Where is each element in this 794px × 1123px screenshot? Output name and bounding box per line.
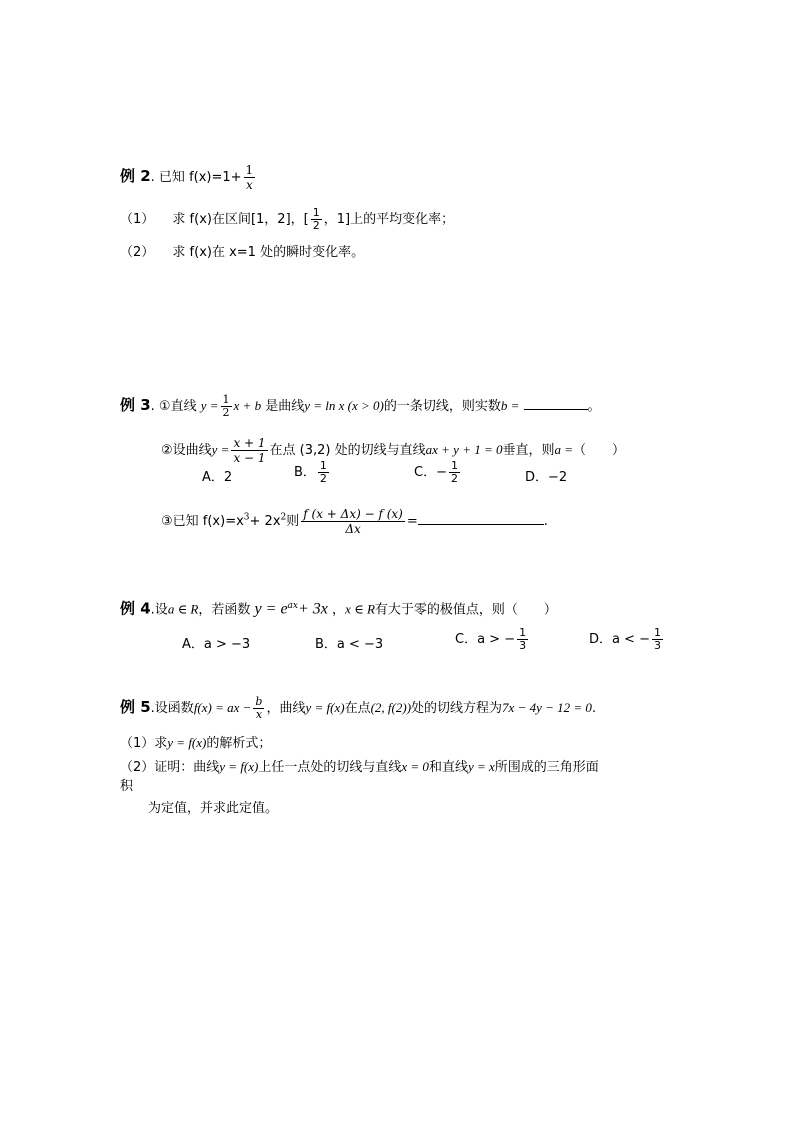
example-3-option-c[interactable]: C．− $\frac{1}{2}$ bbox=[414, 459, 458, 485]
example-3-option-b[interactable]: B． $\frac{1}{2}$ bbox=[294, 459, 327, 485]
part-number: （1） bbox=[120, 212, 155, 227]
example-3-option-d[interactable]: D．−2 bbox=[525, 470, 568, 485]
example-4-option-a[interactable]: A．a > −3 bbox=[182, 637, 251, 652]
half-fraction: $\frac{1}{2}$ bbox=[222, 393, 230, 419]
example-2-part-2 bbox=[120, 244, 364, 262]
part-text-end: ，1]上的平均变化率； bbox=[323, 212, 455, 227]
answer-blank[interactable] bbox=[418, 512, 544, 525]
part-text: 求 f(x)在区间[1，2]，[ bbox=[172, 212, 309, 227]
example-5-part-2-continued: 为定值，并求此定值。 bbox=[148, 801, 279, 816]
example-3-question-1: 例 3. ①直线 y = $\frac{1}{2}$ x + b 是曲线y = ln x (x > 0)的一条切线，则实数b = 。 bbox=[120, 393, 601, 419]
example-4-option-b[interactable]: B．a < −3 bbox=[315, 637, 384, 652]
example-2-heading bbox=[120, 163, 257, 192]
example-2-fraction: $\frac{1}{x}$ bbox=[245, 163, 254, 192]
answer-blank[interactable] bbox=[524, 397, 588, 410]
example-4-option-c[interactable]: C．a > − $\frac{1}{3}$ bbox=[455, 626, 527, 652]
rational-fraction: $\frac{x + 1}{x - 1}$ bbox=[233, 436, 266, 465]
part-number: （2） bbox=[120, 245, 155, 260]
difference-quotient: $\frac{f (x + \Delta x) - f (x)}{\Delta x}$ bbox=[303, 507, 403, 536]
example-3-question-2: ②设曲线y = $\frac{x + 1}{x - 1}$ 在点 (3,2) 处的切线与直线ax + y + 1 = 0垂直，则a =（ ） bbox=[161, 436, 626, 465]
part-text: 求 f(x)在 x=1 处的瞬时变化率。 bbox=[172, 245, 365, 260]
example-3-label: 例 3 bbox=[120, 396, 151, 414]
example-5-part-2-wrap: 积 bbox=[120, 779, 134, 794]
example-4-label: 例 4 bbox=[120, 599, 151, 618]
example-2-intro: . 已知 f(x)=1+ bbox=[150, 170, 242, 185]
example-2-label: 例 2 bbox=[120, 167, 151, 185]
b-over-x-fraction: $\frac{b}{x}$ bbox=[255, 695, 263, 721]
example-3-question-3: ③已知 $f(x)=x^3+ 2x^2$则 $\frac{f (x + \Delta x) - f (x)}{\Delta x}$ = . bbox=[161, 507, 548, 536]
example-5-label: 例 5 bbox=[120, 698, 151, 716]
example-5-part-1: （1）求y = f(x)的解析式； bbox=[120, 735, 272, 751]
example-4-option-d[interactable]: D．a < − $\frac{1}{3}$ bbox=[589, 626, 662, 652]
example-4-question: 例 4.设a ∈ R，若函数 $y = e^{ax}+ 3x$ ，x ∈ R有大于零的极值点，则（ ） bbox=[120, 599, 557, 618]
example-2-part-1 bbox=[120, 207, 454, 232]
half-fraction: $\frac{1}{2}$ bbox=[312, 206, 320, 232]
example-3-option-a[interactable]: A．2 bbox=[202, 470, 233, 485]
example-5-question: 例 5.设函数f(x) = ax − $\frac{b}{x}$ ，曲线y = f(x)在点(2, f(2))处的切线方程为7x − 4y − 12 = 0. bbox=[120, 695, 597, 721]
example-5-part-2: （2）证明：曲线y = f(x)上任一点处的切线与直线x = 0和直线y = x所围成的三角形面 bbox=[120, 759, 599, 775]
